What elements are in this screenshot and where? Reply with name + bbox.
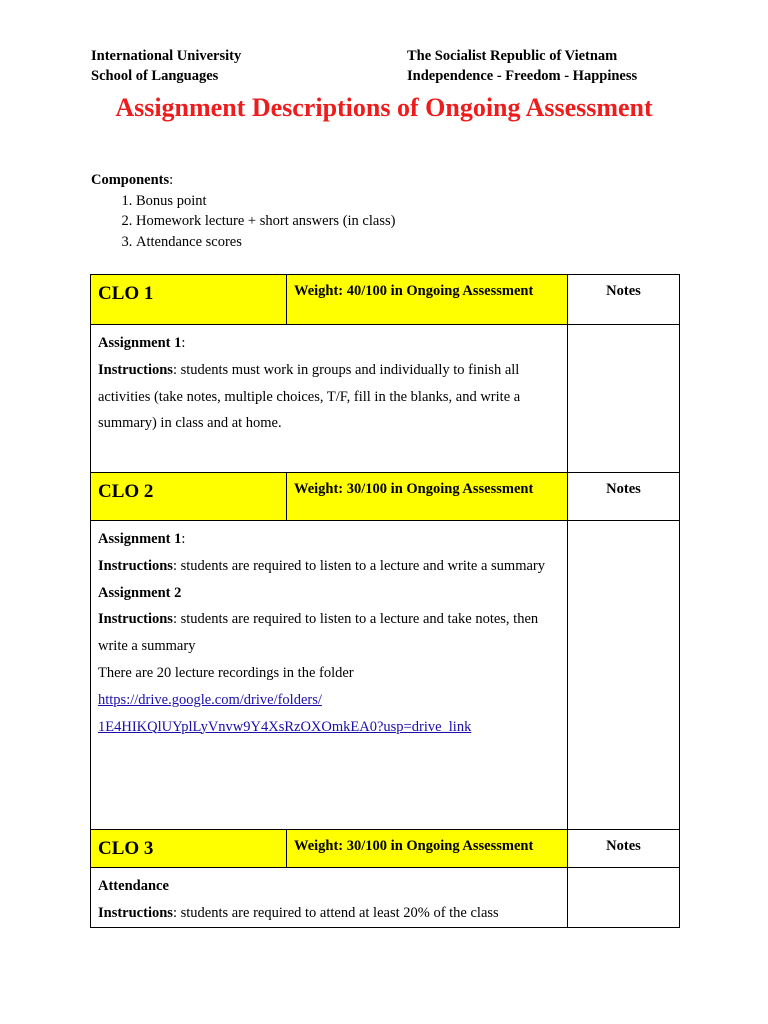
clo3-header-row xyxy=(91,830,680,868)
instructions-label: Instructions xyxy=(98,904,173,921)
clo1-name: CLO 1 xyxy=(91,275,287,325)
country-header xyxy=(407,46,637,86)
clo3-name: CLO 3 xyxy=(91,830,287,868)
clo1-weight: Weight: 40/100 in Ongoing Assessment xyxy=(287,275,568,325)
clo1-notes-header: Notes xyxy=(568,275,680,325)
assignment-label: Assignment 1 xyxy=(98,335,182,351)
attendance-label: Attendance xyxy=(98,878,169,894)
clo2-name: CLO 2 xyxy=(91,473,287,521)
clo3-body-row xyxy=(91,868,680,928)
instructions-text: : students are required to listen to a lecture and take notes, then write a summary xyxy=(98,611,539,655)
country-motto: Independence - Freedom - Happiness xyxy=(407,68,638,84)
instructions-label: Instructions xyxy=(98,361,173,378)
university-name: International University xyxy=(91,48,242,64)
assignment-label: Assignment 1 xyxy=(98,531,182,547)
clo3-weight: Weight: 30/100 in Ongoing Assessment xyxy=(287,830,568,868)
clo3-description xyxy=(91,868,568,928)
clo2-description: Assignment 1: Instructions: students are required to listen to a lecture and write a summary Assignment 2 Instructions: students are required to listen to a lecture and take notes, then write a summary There are 20 lecture recordings in the folder https://drive.google.com/drive/folders/ 1E4HIKQlUYplLyVnvw9Y4XsRzOXOmkEA0?usp=drive_link xyxy=(91,521,568,830)
components-section: Components: 1. Bonus point 2. Homework lecture + short answers (in class) 3. Attendance scores xyxy=(91,170,395,253)
instructions-text: : students must work in groups and individually to finish all activities (take notes, multiple choices, T/F, fill in the blanks, and write a summary) in class and at home. xyxy=(98,361,521,432)
components-label: Components xyxy=(91,172,170,188)
clo1-header-row xyxy=(91,275,680,325)
clo2-notes-header: Notes xyxy=(568,473,680,521)
clo2-body-row xyxy=(91,521,680,830)
clo1-description: Assignment 1: Instructions: students must work in groups and individually to finish all activities (take notes, multiple choices, T/F, fill in the blanks, and write a summary) in class and at home. xyxy=(91,325,568,473)
list-item: 1. Bonus point xyxy=(136,191,395,212)
clo2-weight: Weight: 30/100 in Ongoing Assessment xyxy=(287,473,568,521)
instructions-text: : students are required to listen to a lecture and write a summary xyxy=(172,557,545,574)
school-name: School of Languages xyxy=(91,68,219,84)
list-item: 3. Attendance scores xyxy=(136,232,395,253)
clo1-notes-cell[interactable] xyxy=(568,325,680,473)
institution-header xyxy=(91,46,241,86)
folder-note: There are 20 lecture recordings in the folder xyxy=(98,664,354,681)
components-list xyxy=(91,191,395,253)
country-name: The Socialist Republic of Vietnam xyxy=(407,48,618,64)
instructions-text: : students are required to attend at least 20% of the class xyxy=(172,904,499,921)
clo2-header-row xyxy=(91,473,680,521)
clo1-body-row xyxy=(91,325,680,473)
instructions-label: Instructions xyxy=(98,611,173,628)
document-title: Assignment Descriptions of Ongoing Assessment xyxy=(115,93,653,122)
drive-folder-link[interactable]: https://drive.google.com/drive/folders/ 1E4HIKQlUYplLyVnvw9Y4XsRzOXOmkEA0?usp=drive_link xyxy=(98,691,472,735)
clo2-notes-cell[interactable] xyxy=(568,521,680,830)
clo3-notes-header: Notes xyxy=(568,830,680,868)
clo3-notes-cell[interactable] xyxy=(568,868,680,928)
instructions-label: Instructions xyxy=(98,557,173,574)
list-item: 2. Homework lecture + short answers (in class) xyxy=(136,211,395,232)
clo-table xyxy=(90,274,680,928)
assignment-label: Assignment 2 xyxy=(98,584,182,601)
